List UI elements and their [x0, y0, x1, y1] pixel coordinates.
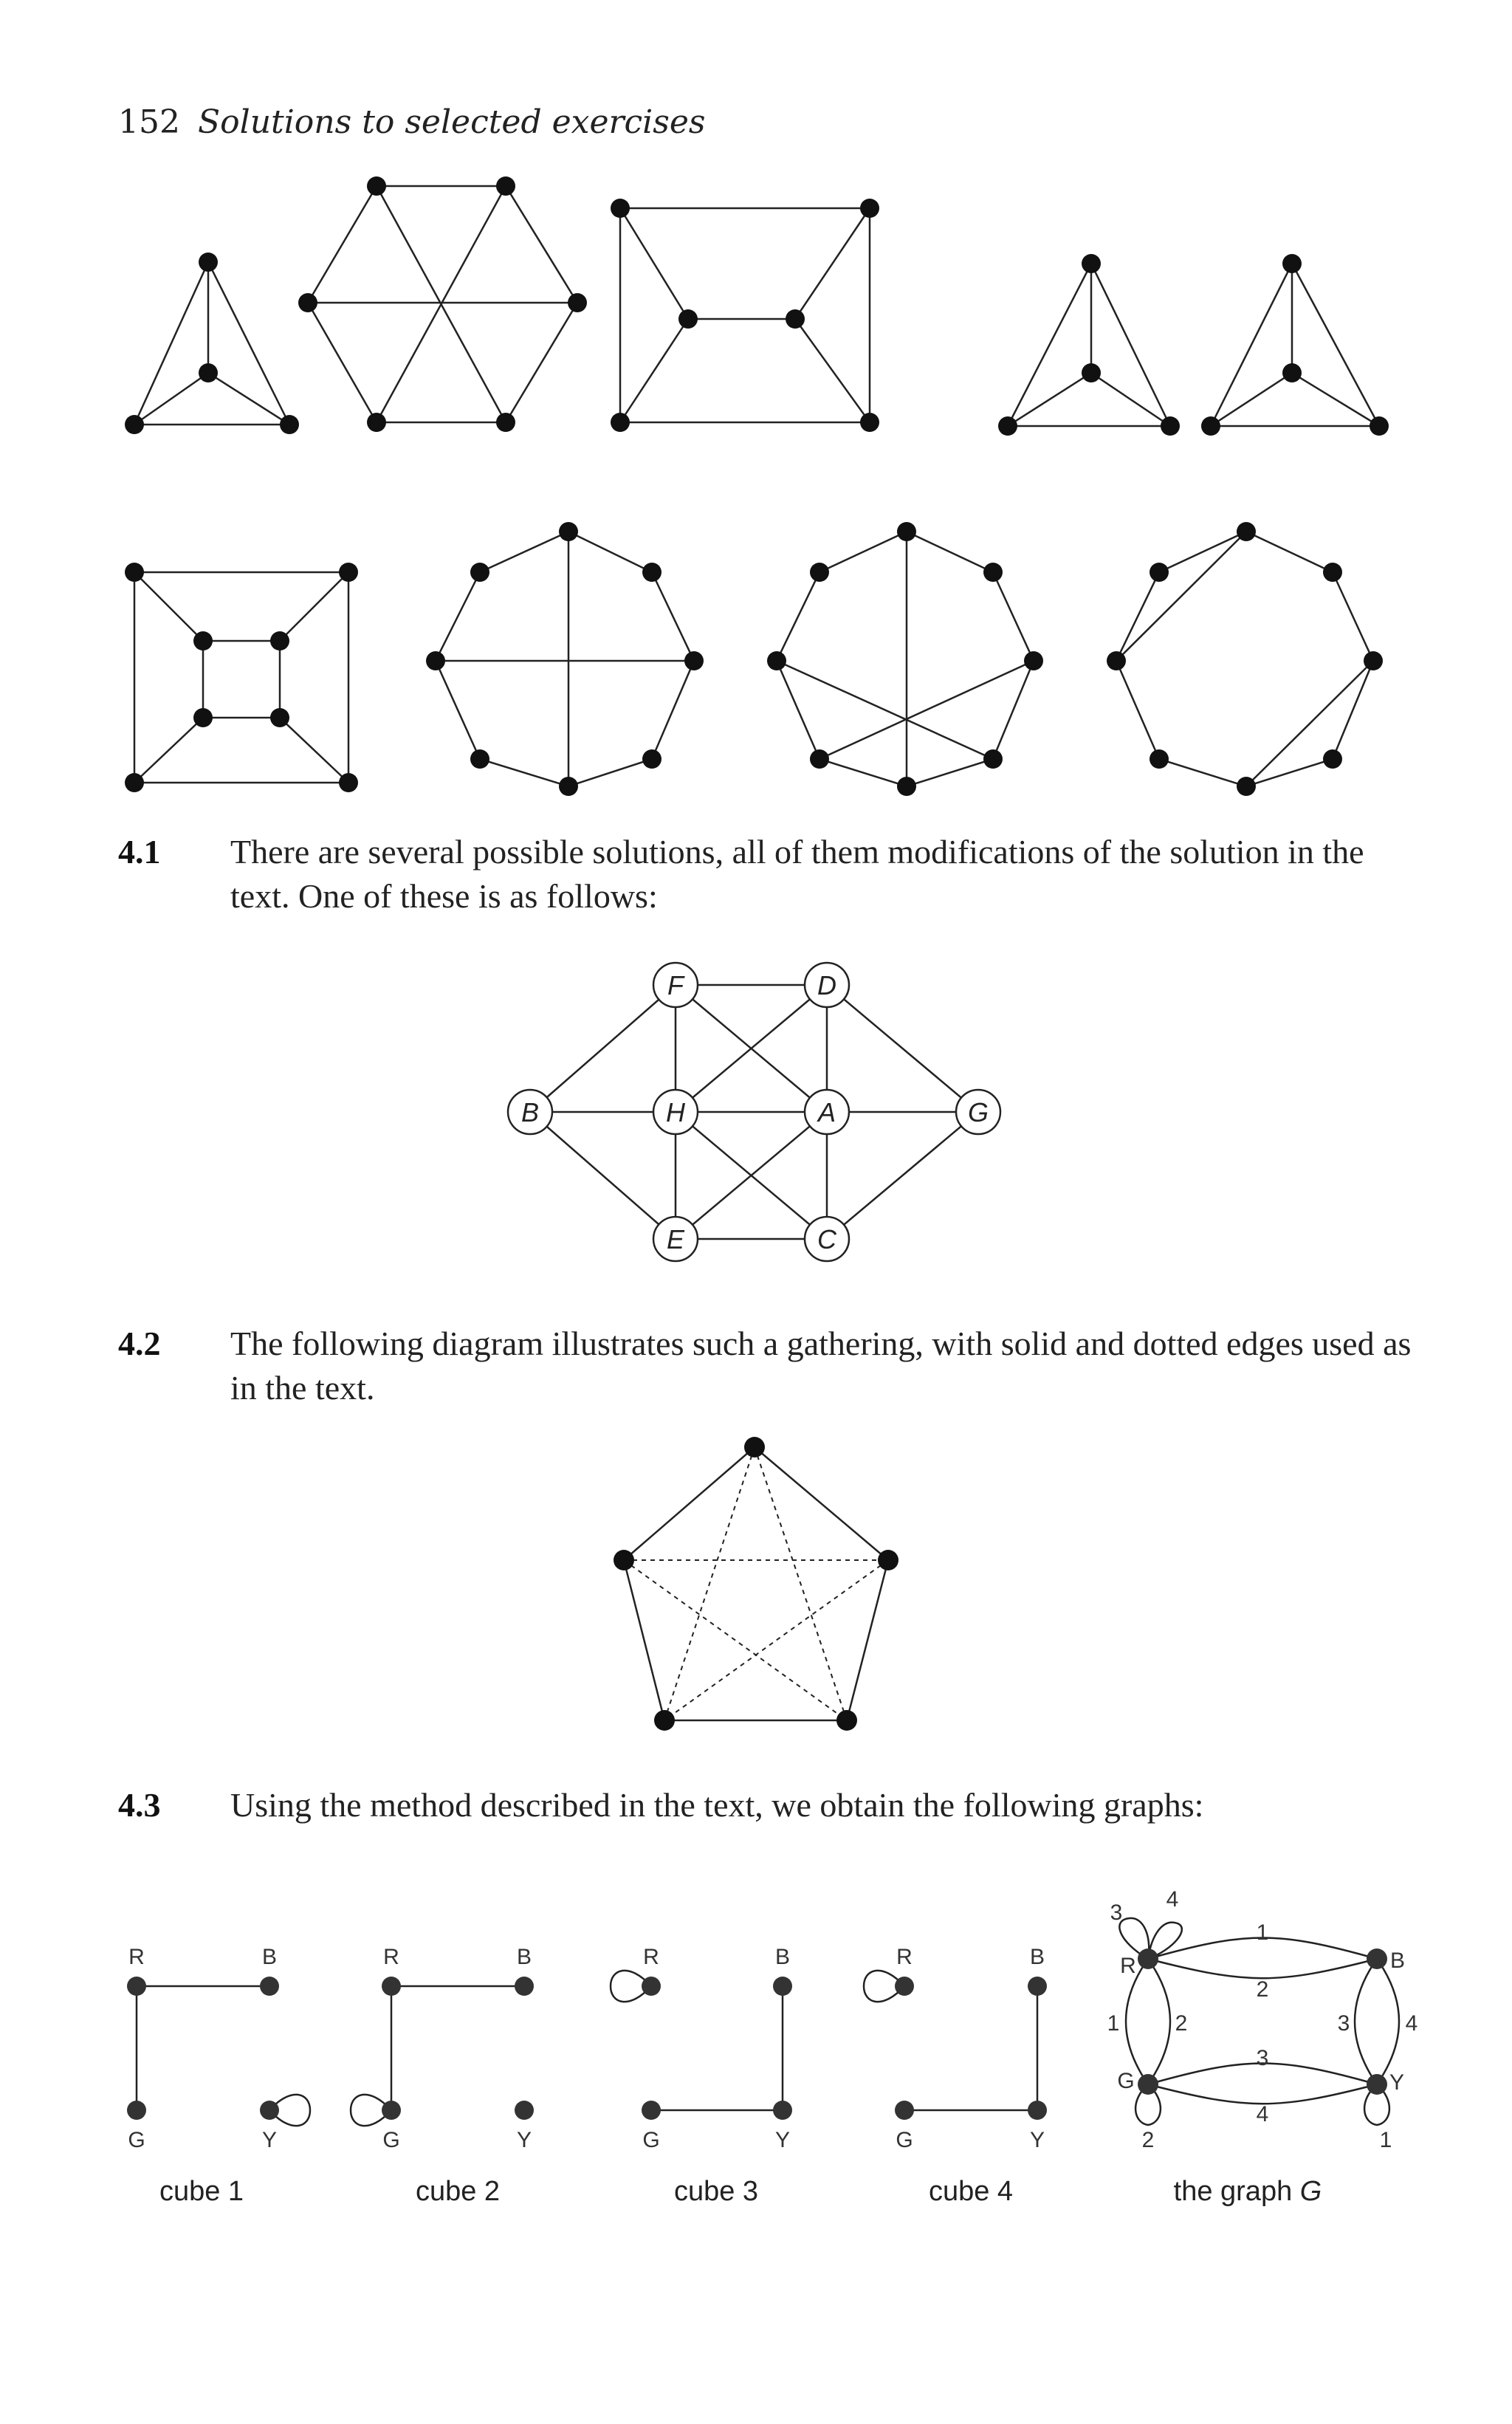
graphG-edge-label: 1 [1256, 1920, 1269, 1945]
graphG-caption [1174, 2176, 1322, 2207]
page-number: 152 [118, 103, 180, 141]
graphG-caption-variable: G [1299, 2176, 1322, 2207]
graphG-edge-label: 2 [1175, 2011, 1188, 2036]
graphG-label-G: G [1117, 2069, 1135, 2093]
graphG-edge-label: 3 [1337, 2011, 1350, 2036]
vertex-label-D: D [817, 970, 836, 1000]
cube3-label-G: G [642, 2128, 660, 2152]
cube1-label-Y: Y [261, 2128, 278, 2152]
cube4-label-B: B [1029, 1945, 1045, 1969]
cube2-label-G: G [382, 2128, 400, 2152]
vertex-label-H: H [666, 1097, 685, 1127]
cube1-caption: cube 1 [159, 2176, 244, 2207]
exercise-number-4-2: 4.2 [118, 1325, 161, 1362]
cube2-caption: cube 2 [415, 2176, 501, 2207]
cube3-caption: cube 3 [673, 2176, 759, 2207]
exercise-text-4-2: The following diagram illustrates such a gathering, with solid and dotted edges used as in the text. [230, 1325, 1412, 1407]
cube3-label-R: R [643, 1945, 659, 1969]
graphG-label-Y: Y [1389, 2070, 1405, 2095]
cube1-label-R: R [128, 1945, 145, 1969]
cube3-label-B: B [774, 1945, 791, 1969]
graphG-edge-label: 3 [1110, 1901, 1123, 1925]
graphG-edge-label: 2 [1141, 2128, 1155, 2152]
vertex-label-A: A [817, 1097, 836, 1127]
running-title: Solutions to selected exercises [198, 103, 706, 141]
graphG-edge-label: 1 [1379, 2128, 1392, 2152]
graphG-label-R: R [1120, 1954, 1136, 1978]
graphG-edge-label: 2 [1256, 1977, 1269, 2002]
graphG-edge-label: 4 [1256, 2102, 1269, 2126]
graphG-edge-label: 4 [1405, 2011, 1418, 2036]
cube4-caption: cube 4 [928, 2176, 1014, 2207]
vertex-label-G: G [967, 1097, 989, 1127]
cube1-label-G: G [128, 2128, 145, 2152]
cube4-label-Y: Y [1029, 2128, 1045, 2152]
graphG-edge-label: 1 [1107, 2011, 1120, 2036]
vertex-label-E: E [666, 1224, 685, 1254]
cube4-label-R: R [896, 1945, 913, 1969]
exercise-number-4-3: 4.3 [118, 1786, 161, 1824]
cube1-label-B: B [261, 1945, 278, 1969]
vertex-label-C: C [817, 1224, 836, 1254]
cube2-label-Y: Y [516, 2128, 532, 2152]
exercise-number-4-1: 4.1 [118, 833, 161, 871]
vertex-label-B: B [520, 1097, 540, 1127]
cube3-label-Y: Y [774, 2128, 791, 2152]
graphG-label-B: B [1389, 1949, 1406, 1973]
cube4-label-G: G [896, 2128, 913, 2152]
graphG-edge-label: 3 [1256, 2046, 1269, 2070]
exercise-text-4-1: There are several possible solutions, all of them modifications of the solution in the text. One of these is as follows: [230, 833, 1364, 915]
cube2-label-B: B [516, 1945, 532, 1969]
exercise-text-4-3: Using the method described in the text, we obtain the following graphs: [230, 1786, 1204, 1824]
cube2-label-R: R [383, 1945, 399, 1969]
graphG-caption-prefix: the graph [1173, 2176, 1300, 2207]
graphG-edge-label: 4 [1166, 1887, 1179, 1912]
vertex-label-F: F [667, 970, 684, 1000]
